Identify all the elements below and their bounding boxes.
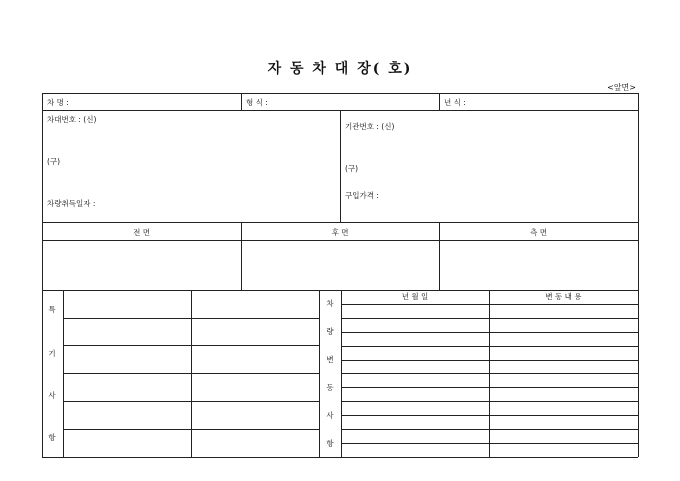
engine-old-label: (구) xyxy=(345,164,359,173)
remarks-char: 기 xyxy=(48,349,56,358)
change-char: 차 xyxy=(326,299,334,308)
change-row-line xyxy=(341,387,638,388)
change-char: 동 xyxy=(326,383,334,392)
change-char: 량 xyxy=(326,327,334,336)
remarks-char: 특 xyxy=(48,305,56,314)
purchase-price-label: 구입가격 : xyxy=(345,191,379,200)
change-char: 항 xyxy=(326,439,334,448)
acquisition-date-label: 차량취득일자 : xyxy=(47,199,96,208)
rear-photo-header: 후 면 xyxy=(331,228,349,237)
model-year-label: 년 식 : xyxy=(444,98,466,107)
remarks-char: 항 xyxy=(48,433,56,442)
side-photo-header: 측 면 xyxy=(530,228,547,237)
vehicle-type-label: 형 식 : xyxy=(246,98,268,107)
document-title: 자 동 차 대 장( 호) xyxy=(267,61,413,77)
change-date-header: 년 월 일 xyxy=(401,292,429,301)
chassis-number-label: 차대번호 : (신) xyxy=(47,115,97,124)
change-row-line xyxy=(341,332,638,333)
change-row-line xyxy=(341,415,638,416)
remarks-char: 사 xyxy=(48,391,56,400)
change-row-line xyxy=(341,304,638,305)
front-photo-header: 전 면 xyxy=(133,228,150,237)
vehicle-name-label: 차 명 : xyxy=(47,98,69,107)
change-row-line xyxy=(341,429,638,430)
change-row-line xyxy=(341,346,638,347)
engine-number-label: 기관번호 : (신) xyxy=(345,122,395,131)
change-row-line xyxy=(341,443,638,444)
change-row-line xyxy=(341,401,638,402)
change-row-line xyxy=(341,318,638,319)
change-row-line xyxy=(341,360,638,361)
change-row-line xyxy=(341,373,638,374)
change-char: 사 xyxy=(326,411,334,420)
front-side-label: <앞면> xyxy=(607,83,636,92)
change-char: 변 xyxy=(326,355,334,364)
change-content-header: 변 동 내 용 xyxy=(545,292,582,301)
chassis-old-label: (구) xyxy=(47,157,61,166)
